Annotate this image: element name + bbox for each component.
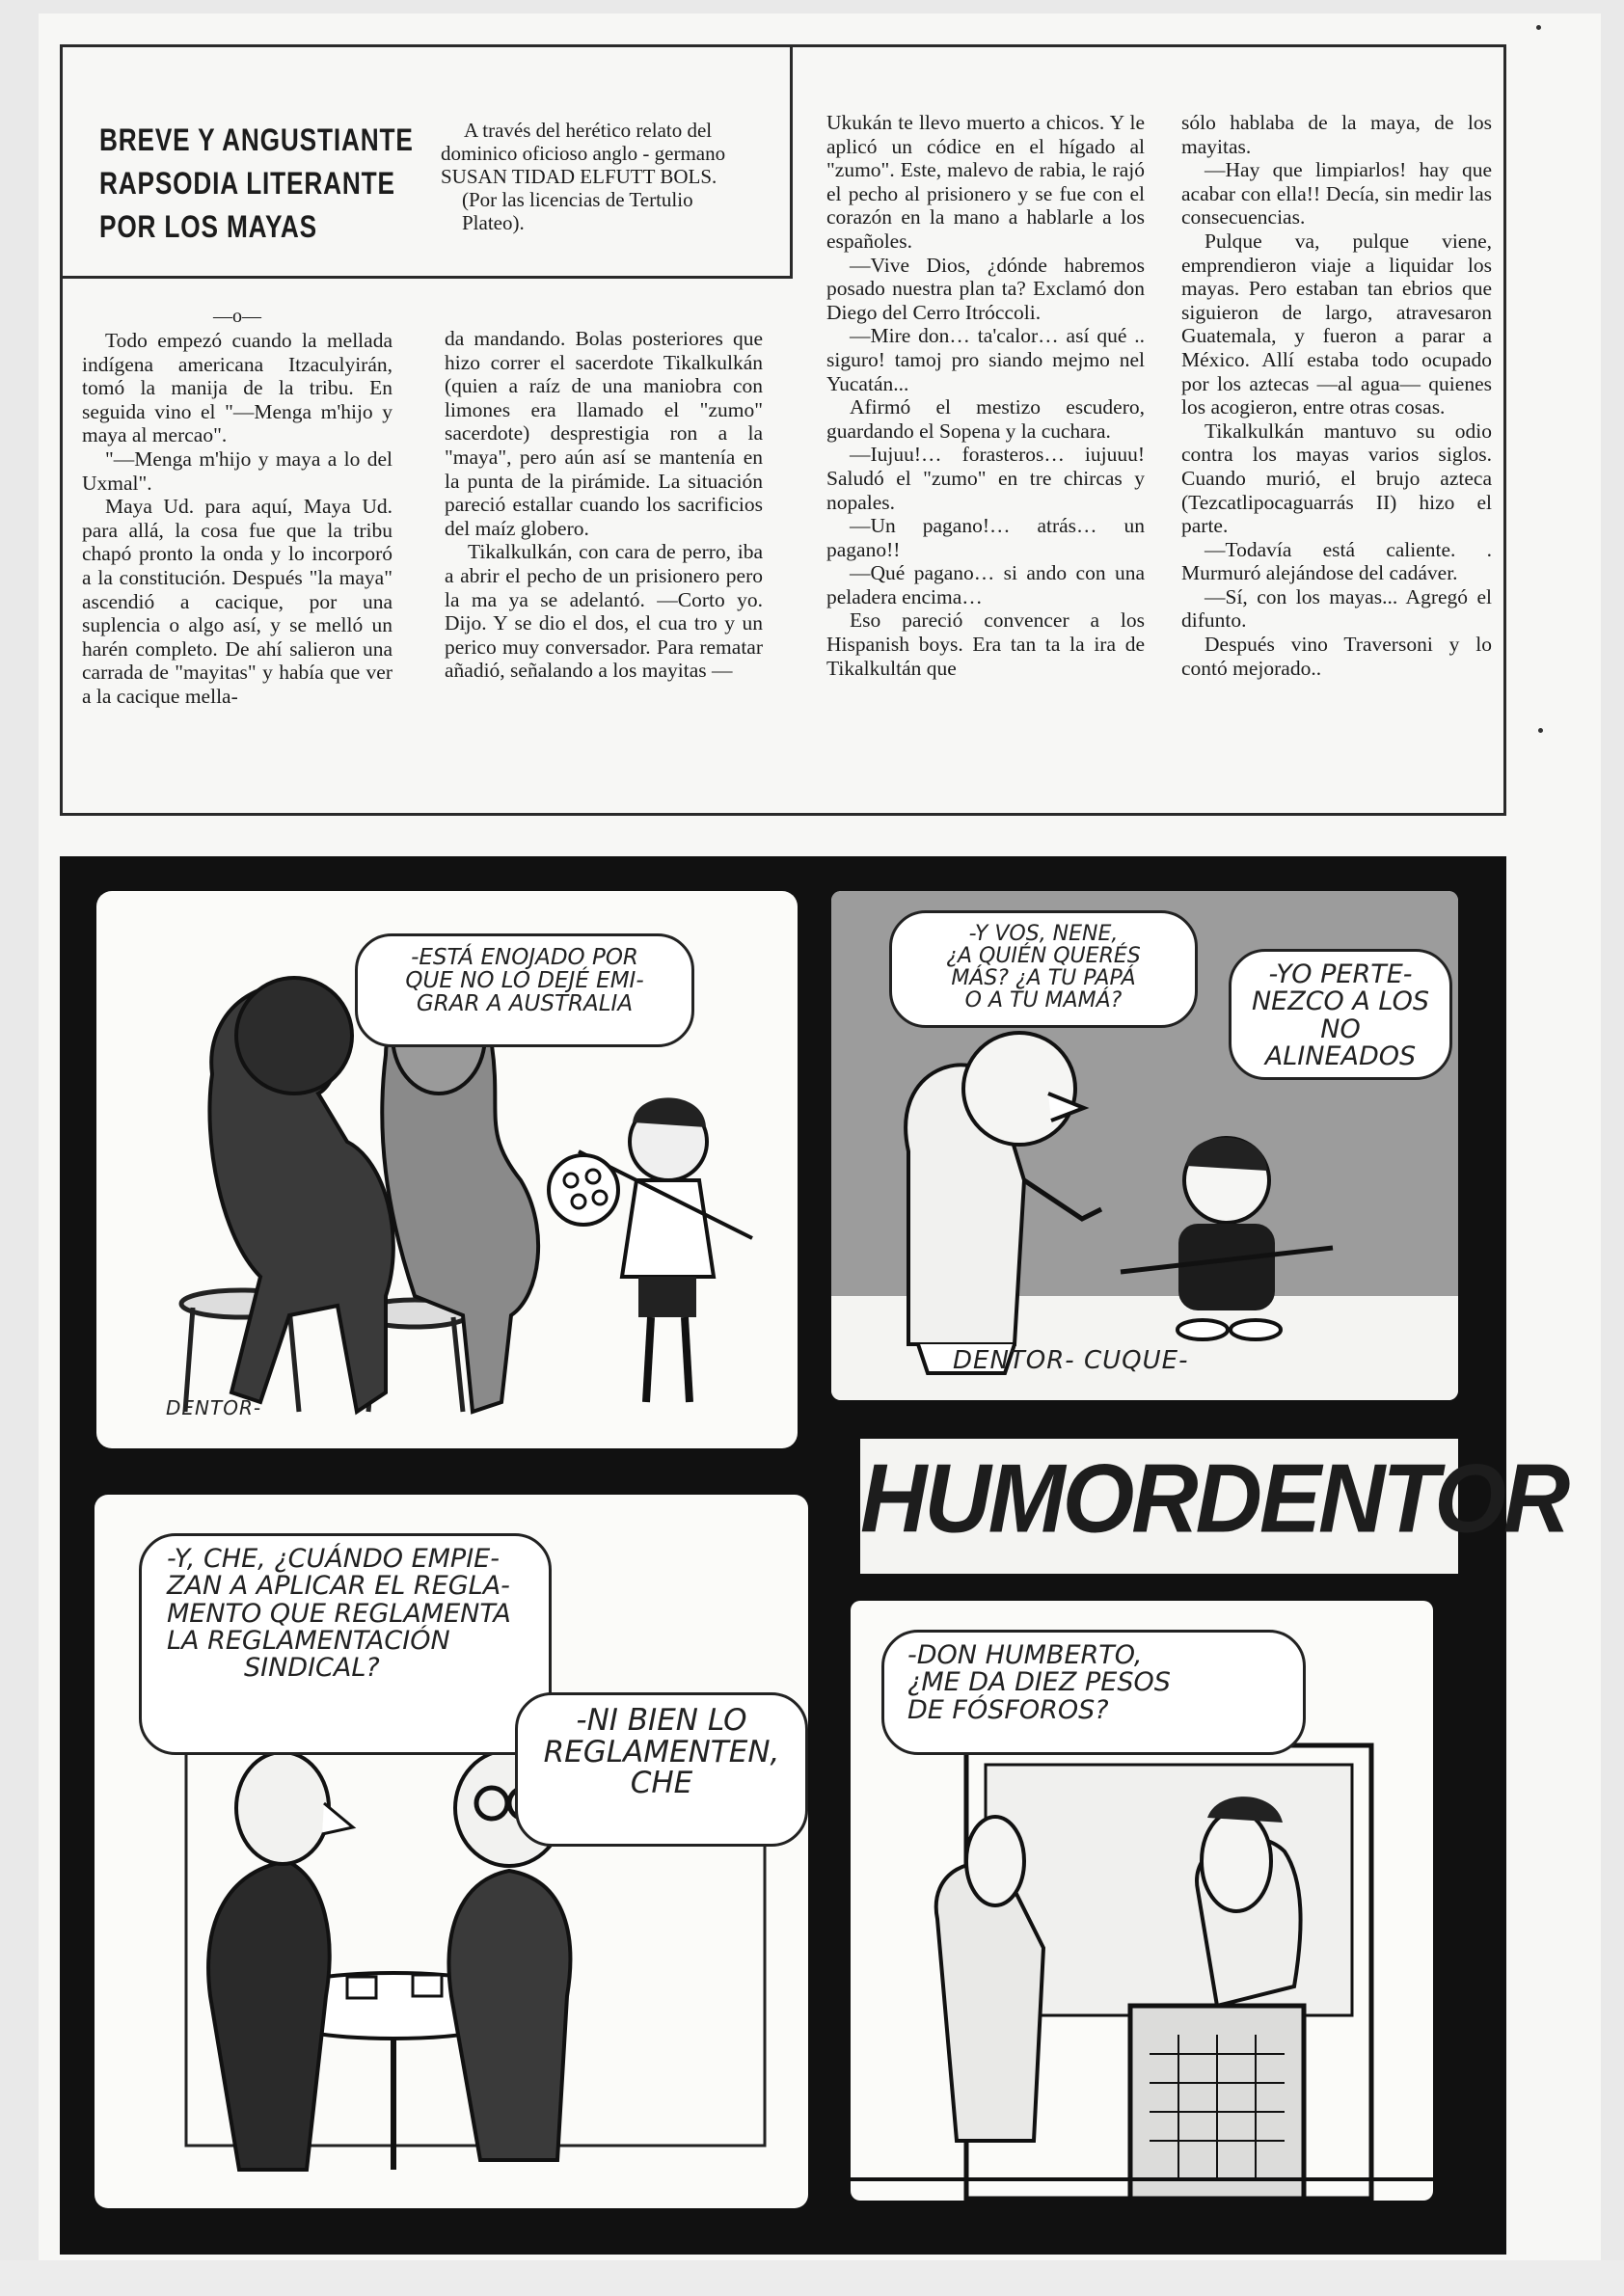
paragraph: da mandando. Bolas posteriores que hizo correr el sacerdote Tikalkulkán (quien a raíz de una maniobra con limones era llamado el "zumo" sacerdote) desprestigia ron a la "maya", pero aún así se mantenía en la punta de la pirámide. La situación pareció estallar cuando los sacrificios del maíz globero.: [445, 327, 763, 540]
paragraph: sólo hablaba de la maya, de los mayitas.: [1181, 111, 1492, 158]
headline: [99, 119, 414, 249]
speck: [1536, 25, 1541, 30]
speech-bubble: [515, 1692, 808, 1847]
bubble-line: -DON HUMBERTO,: [907, 1640, 1143, 1670]
bubble-line: -ESTÁ ENOJADO POR: [411, 945, 638, 970]
article-column-4: [1181, 111, 1492, 680]
speech-bubble: [139, 1533, 552, 1755]
paragraph: Ukukán te llevo muerto a chicos. Y le aplicó un códice en el hígado al "zumo". Este, malevo de rabia, le rajó el pecho al prisionero y se fue con el corazón en la mano a hablarle a los españoles.: [826, 111, 1145, 253]
bubble-line: QUE NO LO DEJÉ EMI-: [405, 968, 644, 994]
paragraph: —Vive Dios, ¿dónde habremos posado nuestra plan ta? Exclamó don Diego del Cerro Itróccoli.: [826, 253, 1145, 324]
paragraph: Tikalkulkán mantuvo su odio contra los mayas varios siglos. Cuando murió, el brujo azteca (Tezcatlipocaguarrás II) hizo el parte.: [1181, 419, 1492, 538]
bubble-line: REGLAMENTEN,: [543, 1734, 780, 1769]
comic-title: HUMORDENTOR: [860, 1445, 1568, 1553]
bubble-line: -YO PERTE-: [1268, 959, 1413, 989]
byline-dek: [441, 119, 744, 234]
separator: —o—: [213, 306, 261, 327]
bubble-line: NO ALINEADOS: [1264, 1013, 1417, 1072]
bubble-line: GRAR A AUSTRALIA: [416, 991, 634, 1017]
bubble-line: -Y VOS, NENE,: [968, 922, 1119, 946]
artist-signature: DENTOR-: [166, 1396, 262, 1419]
speech-bubble: [1229, 949, 1452, 1080]
paragraph: —Mire don… ta'calor… así qué .. siguro! tamoj pro siando mejmo nel Yucatán...: [826, 324, 1145, 395]
paragraph: —Iujuu!… forasteros… iujuuu! Saludó el "zumo" en tre chircas y nopales.: [826, 443, 1145, 514]
paragraph: —Qué pagano… si ando con una peladera encima…: [826, 561, 1145, 608]
bubble-line: DE FÓSFOROS?: [907, 1694, 1109, 1725]
paragraph: Afirmó el mestizo escudero, guardando el Sopena y la cuchara.: [826, 395, 1145, 443]
comic-panel-4: [851, 1601, 1433, 2201]
paragraph: "—Menga m'hijo y maya a lo del Uxmal".: [82, 446, 392, 495]
speck: [1538, 728, 1543, 733]
bubble-line: CHE: [630, 1766, 693, 1801]
comic-title-banner: [860, 1439, 1568, 1574]
speech-bubble: [881, 1630, 1306, 1755]
headline-line: BREVE Y ANGUSTIANTE: [99, 122, 414, 157]
bubble-line: LA REGLAMENTACIÓN: [167, 1626, 450, 1657]
dek-intro: A través del herético relato del dominico oficioso anglo - germano SUSAN TIDAD ELFUTT BOLS.: [441, 119, 726, 188]
comic-panel-1: [96, 891, 798, 1448]
bubble-line: ZAN A APLICAR EL REGLA-: [167, 1571, 510, 1602]
paragraph: —Hay que limpiarlos! hay que acabar con ella!! Decía, sin medir las consecuencias.: [1181, 158, 1492, 230]
paragraph: Eso pareció convencer a los Hispanish boys. Era tan ta la ira de Tikalkultán que: [826, 608, 1145, 680]
bubble-line: NEZCO A LOS: [1251, 986, 1430, 1017]
paragraph: Todo empezó cuando la mellada indígena americana Itzaculyirán, tomó la manija de la tribu. En seguida vino el "—Menga m'hijo y maya al mercao".: [82, 329, 392, 447]
dek-note: (Por las licencias de Tertulio Plateo).: [462, 188, 693, 234]
comic-page: [60, 856, 1568, 2255]
paragraph: —Todavía está caliente. . Murmuró alejándose del cadáver.: [1181, 537, 1492, 585]
paragraph: —Sí, con los mayas... Agregó el difunto.: [1181, 584, 1492, 633]
bubble-line: -NI BIEN LO: [576, 1703, 747, 1738]
comic-panel-2: [831, 891, 1458, 1400]
bubble-line: MÁS? ¿A TU PAPÁ: [951, 966, 1136, 991]
bubble-line: MENTO QUE REGLAMENTA: [167, 1598, 511, 1629]
article-column-3: [826, 111, 1145, 680]
comic-panel-3: [95, 1495, 808, 2208]
paragraph: Pulque va, pulque viene, emprendieron viaje a liquidar los mayas. Pero estaban tan ebrios que siguieron de largo, atravesaron Guatemala, y fueron a parar a México. Allí estaba todo ocupado por los aztecas —al agua— quienes los acogieron, entre otras cosas.: [1181, 229, 1492, 419]
headline-line: RAPSODIA LITERANTE: [99, 166, 395, 201]
article-box: [60, 44, 1506, 816]
article-column-1: [82, 306, 392, 709]
bubble-line: ¿A QUIÉN QUERÉS: [946, 944, 1141, 969]
speech-bubble: [355, 933, 694, 1047]
headline-box: [63, 47, 793, 279]
paragraph: —Un pagano!… atrás… un pagano!!: [826, 514, 1145, 561]
artist-signature: DENTOR- CUQUE-: [953, 1346, 1189, 1375]
scanner-margin: [0, 2260, 1624, 2296]
bubble-line: ¿ME DA DIEZ PESOS: [907, 1667, 1171, 1698]
speech-bubble: [889, 910, 1198, 1028]
bubble-line: SINDICAL?: [244, 1653, 380, 1684]
paragraph: Tikalkulkán, con cara de perro, iba a abrir el pecho de un prisionero pero la ma ya se adelantó. —Corto yo. Dijo. Y se dio el dos, el cua tro y un perico muy conversador. Para rematar añadió, señalando a los mayitas —: [445, 540, 763, 683]
paragraph: Maya Ud. para aquí, Maya Ud. para allá, la cosa fue que la tribu chapó pronto la onda y lo incorporó a la constitución. Después "la maya" ascendió a cacique, por una suplencia o algo así, y se melló un harén completo. De ahí salieron una carrada de "mayitas" y había que ver a la cacique mella-: [82, 495, 392, 708]
headline-line: POR LOS MAYAS: [99, 209, 317, 244]
paragraph: Después vino Traversoni y lo contó mejorado..: [1181, 633, 1492, 680]
bubble-line: O A TU MAMÁ?: [964, 988, 1123, 1013]
article-column-2: [445, 327, 763, 683]
bubble-line: -Y, CHE, ¿CUÁNDO EMPIE-: [167, 1544, 500, 1574]
